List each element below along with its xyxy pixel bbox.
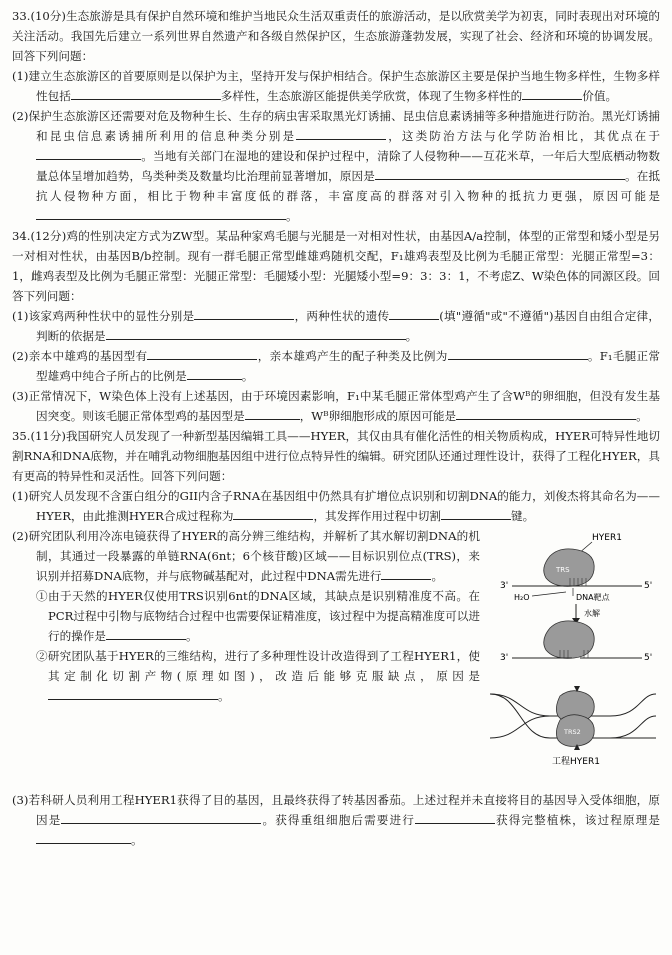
q35-p3a: (3)若科研人员利用工程HYER1获得了目的基因，且最终获得了转基因番茄。上述过程并未直接将目的基因导入受体细胞，原因是 xyxy=(12,793,660,827)
q35-part2-block xyxy=(12,526,660,790)
q35-part2-text xyxy=(12,526,480,790)
answer-blank xyxy=(375,166,625,180)
answer-blank xyxy=(71,86,221,100)
q33-p2c: 。当地有关部门在湿地的建设和保护过程中，清除了人侵物种——互花米草，一年后大型底栖动物数量总体呈增加趋势，鸟类种类及数量均比治理前显著增加，原因是 xyxy=(36,149,660,183)
question-34 xyxy=(12,226,660,426)
hyer1-label: HYER1 xyxy=(592,533,622,543)
q33-part2 xyxy=(12,106,660,226)
answer-blank xyxy=(194,306,294,320)
answer-blank xyxy=(61,810,261,824)
q34-p1b: ，两种性状的遗传 xyxy=(294,309,390,323)
q34-part1 xyxy=(12,306,660,346)
q34-p3b: ，Wᴮ卵细胞形成的原因可能是 xyxy=(299,409,457,423)
q33-p1a: (1)建立生态旅游区的首要原则是以保护为主，坚持开发与保护相结合。保护生态旅游区主要是保护当地生物多样性，生物多样性包括 xyxy=(12,69,660,103)
q34-part2 xyxy=(12,346,660,386)
hydrolysis-label: 水解 xyxy=(584,609,600,618)
answer-blank xyxy=(245,406,300,420)
q34-p1a: (1)该家鸡两种性状中的显性分别是 xyxy=(12,309,195,323)
answer-blank xyxy=(441,506,511,520)
answer-blank xyxy=(233,506,313,520)
q35-part2-1 xyxy=(12,586,480,646)
q34-p1d: 。 xyxy=(405,329,418,343)
q35-p2a: (2)研究团队利用冷冻电镜获得了HYER的高分辨三维结构，并解析了其水解切割DNA的机制，其通过一段暴露的单链RNA(6nt；6个核苷酸)区域——目标识别位点(TRS)，来识别并招募DNA底物，并与底物碱基配对，此过程中DNA需先进行 xyxy=(12,529,480,583)
q35-p2d2: 。 xyxy=(218,689,230,703)
trs2-label: TRS2 xyxy=(564,728,581,736)
end-5-label-2: 5' xyxy=(644,653,653,663)
end-5-label: 5' xyxy=(644,581,653,591)
q34-p2c: 。F₁毛腿正常型雄鸡中纯合子所占的比例是 xyxy=(36,349,660,383)
q35-p1b: ，其发挥作用过程中切割 xyxy=(313,509,441,523)
hyer-diagram xyxy=(480,526,660,786)
end-3-label: 3' xyxy=(500,581,509,591)
answer-blank xyxy=(106,326,406,340)
q33-p2e: 。 xyxy=(286,209,298,223)
answer-blank xyxy=(522,86,582,100)
answer-blank xyxy=(389,306,439,320)
engineered-hyer1-label: 工程HYER1 xyxy=(552,757,600,767)
q33-p2a: (2)保护生态旅游区还需要对危及物种生长、生存的病虫害采取黑光灯诱捕、昆虫信息素诱捕等多种措施进行防治。黑光灯诱捕和昆虫信息素诱捕所利用的信息种类分别是 xyxy=(12,109,660,143)
answer-blank xyxy=(296,126,386,140)
q33-p1c: 价值。 xyxy=(582,89,618,103)
q34-p3a: (3)正常情况下，W染色体上没有上述基因，由于环境因素影响，F₁中某毛腿正常体型鸡产生了含Wᴮ的卵细胞，但没有发生基因突变。则该毛腿正常体型鸡的基因型是 xyxy=(12,389,660,423)
water-label: H₂O xyxy=(514,593,530,602)
question-35 xyxy=(12,426,660,850)
answer-blank xyxy=(36,146,141,160)
answer-blank xyxy=(48,686,218,700)
answer-blank xyxy=(448,346,588,360)
q34-p2a: (2)亲本中雄鸡的基因型有 xyxy=(12,349,148,363)
answer-blank xyxy=(381,566,431,580)
hyer1-cleaved-shape xyxy=(544,621,594,658)
q35-p2d1: ②研究团队基于HYER的三维结构，进行了多种理性设计改造得到了工程HYER1，使其定制化切割产物(原理如图)，改造后能够克服缺点，原因是 xyxy=(36,649,480,683)
q35-p3d: 。 xyxy=(131,833,143,847)
q33-intro: 33.(10分)生态旅游是具有保护自然环境和维护当地民众生活双重责任的旅游活动，是以欣赏美学为初衷，同时表现出对环境的关注活动。我国先后建立一系列世界自然遗产和各级自然保护区，生态旅游蓬勃发展，实现了社会、经济和环境的协调发展。回答下列问题： xyxy=(12,9,660,63)
question-33 xyxy=(12,6,660,226)
q35-p1a: (1)研究人员发现不含蛋白组分的GII内含子RNA在基因组中仍然具有扩增位点识别和切割DNA的能力，刘俊杰将其命名为——HYER，由此推测HYER合成过程称为 xyxy=(12,489,660,523)
answer-blank xyxy=(187,366,242,380)
q34-p1c: (填"遵循"或"不遵循")基因自由组合定律，判断的依据是 xyxy=(36,309,660,343)
trs-label: TRS xyxy=(556,566,570,574)
q35-p2c2: 。 xyxy=(185,629,198,643)
q35-part3 xyxy=(12,790,660,850)
hyer-mechanism-figure xyxy=(480,526,660,790)
q34-p3c: 。 xyxy=(636,409,648,423)
answer-blank xyxy=(36,206,286,220)
answer-blank xyxy=(36,830,131,844)
q33-p1b: 多样性，生态旅游区能提供美学欣赏，体现了生物多样性的 xyxy=(220,89,523,103)
q34-p2b: ，亲本雄鸡产生的配子种类及比例为 xyxy=(257,349,448,363)
q33-p2d: 。在抵抗人侵物种方面，相比于物种丰富度低的群落，丰富度高的群落对引入物种的抵抗力更强，原因可能是 xyxy=(36,169,660,203)
q35-part2 xyxy=(12,526,480,586)
q35-intro: 35.(11分)我国研究人员发现了一种新型基因编辑工具——HYER，其仅由具有催化活性的相关物质构成，HYER可特异性地切割RNA和DNA底物，并在哺乳动物细胞基因组中进行位点特异性的编辑。研究团队还通过理性设计，获得了工程化HYER，具有更高的特异性和灵活性。回答下列问题： xyxy=(12,429,660,483)
q35-part2-2 xyxy=(12,646,480,706)
q33-part1 xyxy=(12,66,660,106)
q35-part1 xyxy=(12,486,660,526)
q35-p3b: 。获得重组细胞后需要进行 xyxy=(261,813,415,827)
q34-intro: 34.(12分)鸡的性别决定方式为ZW型。某品种家鸡毛腿与光腿是一对相对性状，由基因A/a控制，体型的正常型和矮小型是另一对相对性状，由基因B/b控制。现有一群毛腿正常型雌雄鸡随机交配，F₁雄鸡表型及比例为毛腿正常型：光腿正常型=3：1，雌鸡表型及比例为毛腿正常型：光腿正常型：毛腿矮小型：光腿矮小型=9：3：3：1，不考虑Z、W染色体的同源区段。回答下列问题： xyxy=(12,229,660,303)
q35-p3c: 获得完整植株，该过程原理是 xyxy=(494,813,660,827)
q35-p2b: 。 xyxy=(431,569,444,583)
q33-p2b: ，这类防治方法与化学防治相比，其优点在于 xyxy=(386,129,660,143)
answer-blank xyxy=(147,346,257,360)
q34-p2d: 。 xyxy=(241,369,254,383)
dna-site-label: DNA靶点 xyxy=(576,593,610,602)
q35-p2c1: ①由于天然的HYER仅使用TRS识别6nt的DNA区域，其缺点是识别精准度不高。在PCR过程中引物与底物结合过程中也需要保证精准度，该过程中为提高精准度可以进行的操作是 xyxy=(36,589,480,643)
q35-p1c: 键。 xyxy=(511,509,535,523)
answer-blank xyxy=(106,626,186,640)
answer-blank xyxy=(415,810,495,824)
q34-part3 xyxy=(12,386,660,426)
end-3-label-2: 3' xyxy=(500,653,509,663)
answer-blank xyxy=(456,406,636,420)
